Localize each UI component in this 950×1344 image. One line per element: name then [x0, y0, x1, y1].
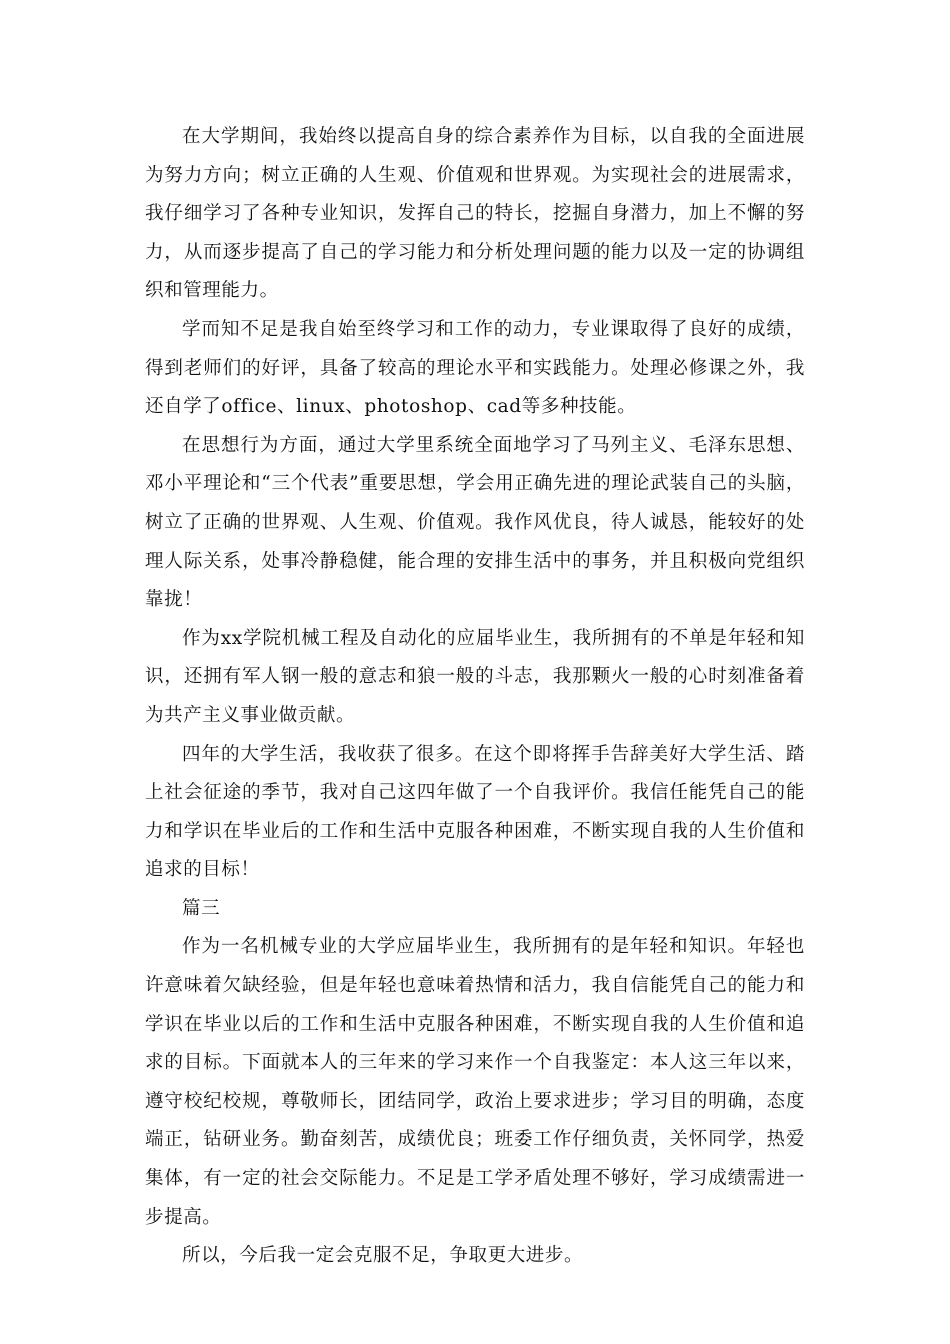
document-body: [145, 118, 805, 1276]
paragraph-ideology: 在思想行为方面，通过大学里系统全面地学习了马列主义、毛泽东思想、邓小平理论和“三个代表”重要思想，学会用正确先进的理论武装自己的头脑，树立了正确的世界观、人生观、价值观。我作风优良，待人诚恳，能较好的处理人际关系，处事冷静稳健，能合理的安排生活中的事务，并且积极向党组织靠拢！: [145, 434, 805, 611]
paragraph-graduate: 作为xx学院机械工程及自动化的应届毕业生，我所拥有的不单是年轻和知识，还拥有军人钢一般的意志和狼一般的斗志，我那颗火一般的心时刻准备着为共产主义事业做贡献。: [145, 627, 805, 726]
paragraph-four-years: 四年的大学生活，我收获了很多。在这个即将挥手告辞美好大学生活、踏上社会征途的季节，我对自己这四年做了一个自我评价。我信任能凭自己的能力和学识在毕业后的工作和生活中克服各种困难，不断实现自我的人生价值和追求的目标！: [145, 743, 805, 881]
paragraph-conclusion: 所以，今后我一定会克服不足，争取更大进步。: [182, 1245, 584, 1267]
section-heading: 篇三: [182, 897, 221, 919]
paragraph-goals: 在大学期间，我始终以提高自身的综合素养作为目标，以自我的全面进展为努力方向；树立正确的人生观、价值观和世界观。为实现社会的进展需求，我仔细学习了各种专业知识，发挥自己的特长，挖掘自身潜力，加上不懈的努力，从而逐步提高了自己的学习能力和分析处理问题的能力以及一定的协调组织和管理能力。: [145, 126, 805, 302]
paragraph-study: 学而知不足是我自始至终学习和工作的动力，专业课取得了良好的成绩，得到老师们的好评，具备了较高的理论水平和实践能力。处理必修课之外，我还自学了office、linux、photoshop、cad等多种技能。: [145, 318, 805, 418]
paragraph-self-assessment: 作为一名机械专业的大学应届毕业生，我所拥有的是年轻和知识。年轻也许意味着欠缺经验，但是年轻也意味着热情和活力，我自信能凭自己的能力和学识在毕业以后的工作和生活中克服各种困难，不断实现自我的人生价值和追求的目标。下面就本人的三年来的学习来作一个自我鉴定：本人这三年以来，遵守校纪校规，尊敬师长，团结同学，政治上要求进步；学习目的明确，态度端正，钻研业务。勤奋刻苦，成绩优良；班委工作仔细负责，关怀同学，热爱集体，有一定的社会交际能力。不足是工学矛盾处理不够好，学习成绩需进一步提高。: [145, 936, 805, 1228]
